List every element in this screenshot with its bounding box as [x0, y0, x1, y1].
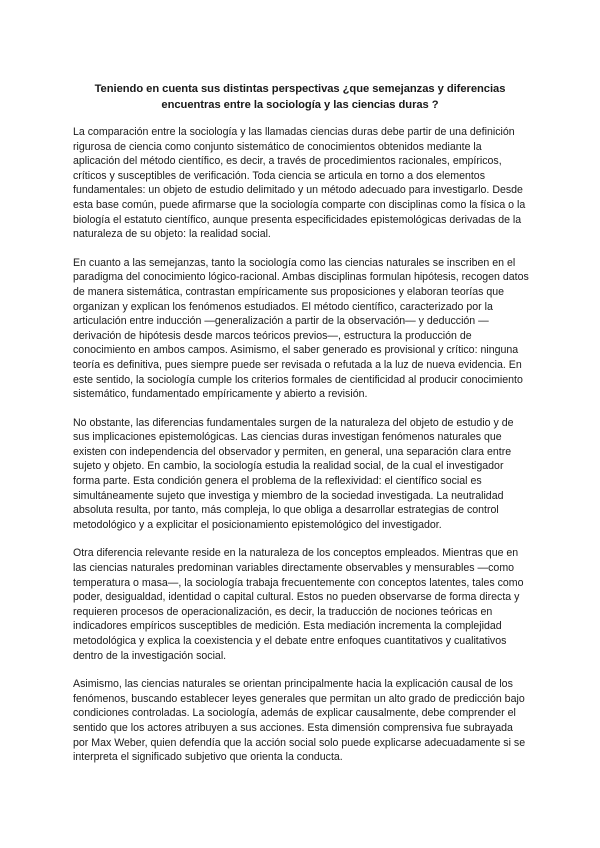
paragraph-definition: La comparación entre la sociología y las llamadas ciencias duras debe partir de una definición rigurosa de ciencia como conjunto sistemático de conocimientos obtenidos mediante la aplicación del método científico, es decir, a través de procedimientos racionales, empíricos, críticos y susceptibles de verificación. Toda ciencia se articula en torno a dos elementos fundamentales: un objeto de estudio delimitado y un método adecuado para investigarlo. Desde esta base común, puede afirmarse que la sociología comparte con disciplinas como la física o la biología el estatuto científico, aunque presenta especificidades epistemológicas derivadas de la naturaleza de su objeto: la realidad social. [73, 126, 526, 241]
paragraph-differences-concepts: Otra diferencia relevante reside en la naturaleza de los conceptos empleados. Mientras que en las ciencias naturales predominan variables directamente observables y mensurables —como temperatura o masa—, la sociología trabaja frecuentemente con conceptos latentes, tales como poder, desigualdad, identidad o capital cultural. Estos no pueden observarse de forma directa y requieren procesos de operacionalización, es decir, la traducción de nociones teóricas en indicadores empíricos susceptibles de medición. Esta mediación incrementa la complejidad metodológica y explica la coexistencia y el debate entre enfoques cuantitativos y cualitativos dentro de la investigación social. [73, 547, 524, 662]
page-title: Teniendo en cuenta sus distintas perspectivas ¿que semejanzas y diferencias encuentras entre la sociología y las ciencias duras ? [94, 83, 506, 111]
paragraph-similarities: En cuanto a las semejanzas, tanto la sociología como las ciencias naturales se inscriben en el paradigma del conocimiento lógico-racional. Ambas disciplinas formulan hipótesis, recogen datos de manera sistemática, contrastan empíricamente sus proposiciones y elaboran teorías que organizan y explican los fenómenos estudiados. El método científico, caracterizado por la articulación entre inducción —generalización a partir de la observación— y deducción —derivación de hipótesis desde marcos teóricos previos—, estructura la producción de conocimiento en ambos campos. Asimismo, el saber generado es provisional y crítico: ninguna teoría es definitiva, pues siempre puede ser revisada o refutada a la luz de nueva evidencia. En este sentido, la sociología cumple los criterios formales de cientificidad al producir conocimiento sistemático, fundamentado empíricamente y abierto a revisión. [73, 256, 529, 401]
paragraph-explanation-understanding: Asimismo, las ciencias naturales se orientan principalmente hacia la explicación causal de los fenómenos, buscando establecer leyes generales que permitan un alto grado de predicción bajo condiciones controladas. La sociología, además de explicar causalmente, debe comprender el sentido que los actores atribuyen a sus acciones. Esta dimensión comprensiva fue subrayada por Max Weber, quien defendía que la acción social solo puede explicarse adecuadamente si se interpreta el significado subjetivo que orienta la conducta. [73, 678, 526, 764]
paragraph-differences-object: No obstante, las diferencias fundamentales surgen de la naturaleza del objeto de estudio y de sus implicaciones epistemológicas. Las ciencias duras investigan fenómenos naturales que existen con independencia del observador y permiten, en general, una separación clara entre sujeto y objeto. En cambio, la sociología estudia la realidad social, de la cual el investigador forma parte. Esta condición genera el problema de la reflexividad: el científico social es simultáneamente sujeto que investiga y miembro de la sociedad investigada. La neutralidad absoluta resulta, por tanto, más compleja, lo que obliga a desarrollar estrategias de control metodológico y a explicitar el posicionamiento epistemológico del investigador. [73, 416, 514, 531]
document-body [73, 125, 530, 779]
